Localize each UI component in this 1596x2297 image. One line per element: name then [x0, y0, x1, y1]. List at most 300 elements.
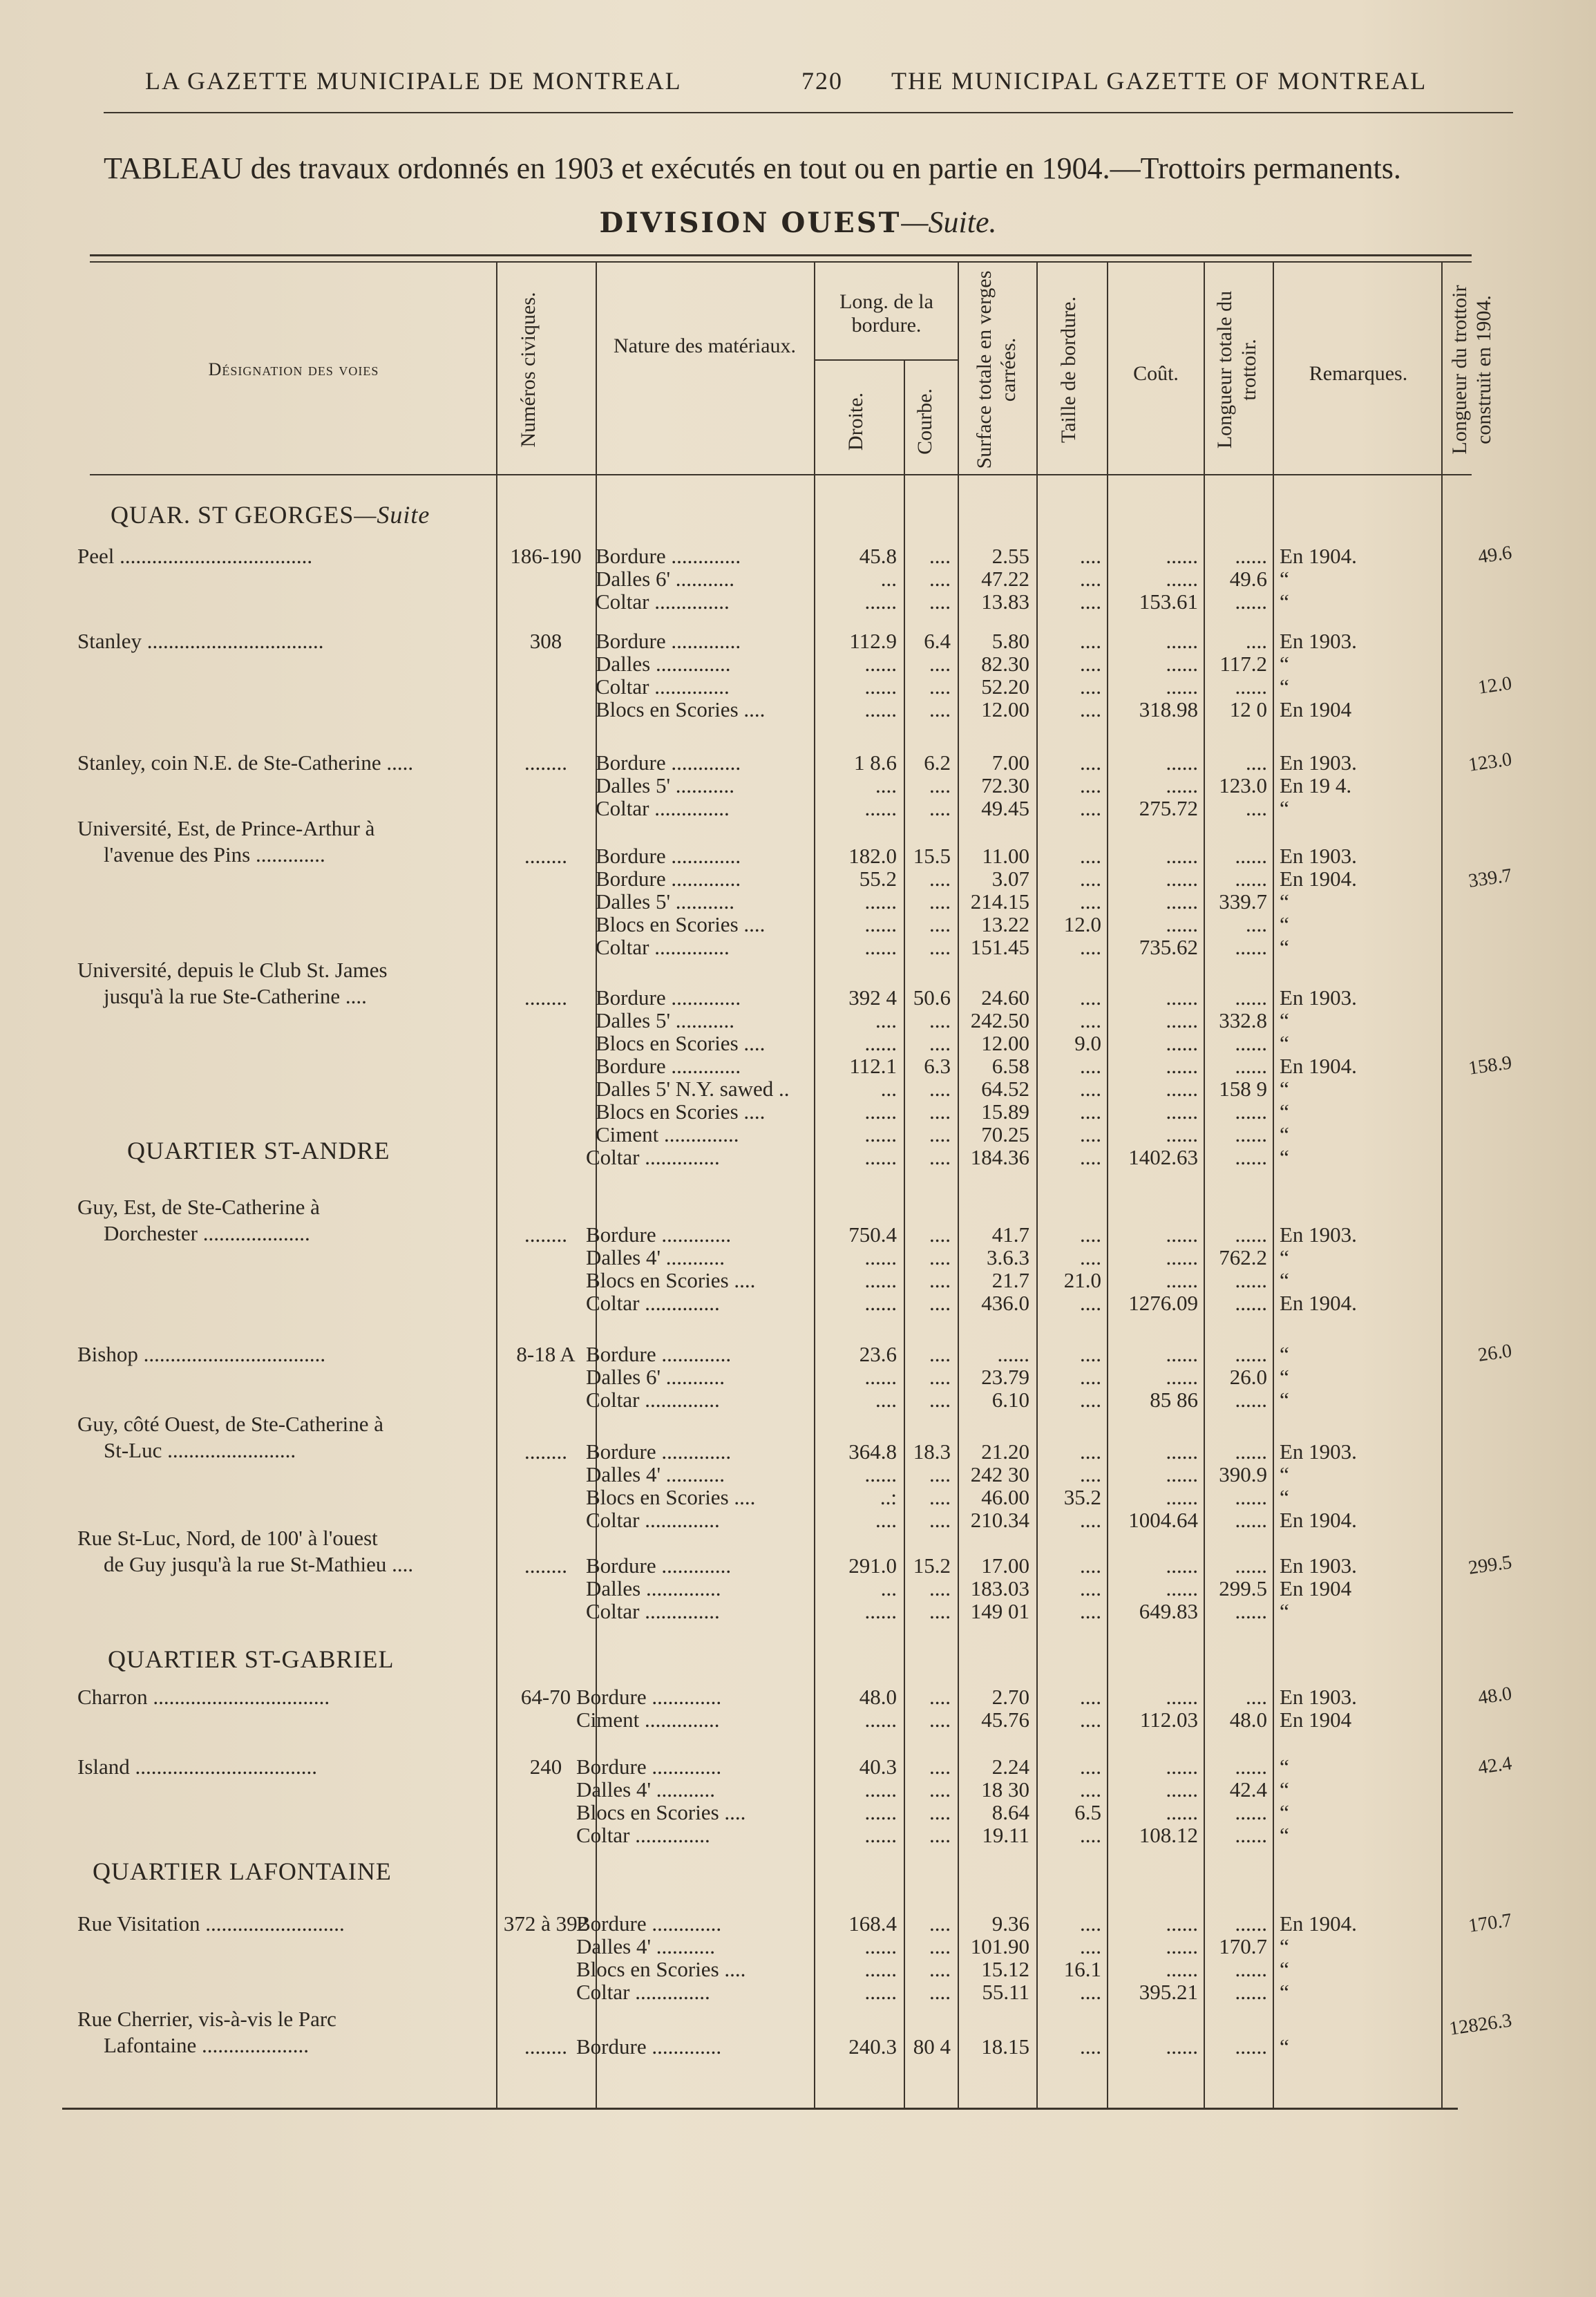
col-header-numeros: Numéros civiques.	[517, 292, 540, 448]
material: Dalles 4' ...........	[586, 1462, 725, 1486]
street-name: Rue St-Luc, Nord, de 100' à l'ouest	[77, 1526, 378, 1550]
cost: ......	[1166, 1365, 1198, 1389]
total-length: ......	[1235, 674, 1267, 699]
length-curved: ....	[929, 773, 951, 797]
remarks: “	[1280, 889, 1289, 914]
material: Ciment ..............	[576, 1708, 720, 1732]
street-name: Rue Cherrier, vis-à-vis le Parc	[77, 2007, 336, 2031]
material: Blocs en Scories ....	[596, 912, 766, 936]
cost: 735.62	[1139, 935, 1198, 959]
length-curved: 6.2	[924, 750, 951, 775]
remarks: “	[1280, 912, 1289, 936]
material: Dalles 4' ...........	[576, 1777, 716, 1802]
remarks: En 1903.	[1280, 629, 1357, 653]
length-built-1904: 158.9	[1467, 1052, 1514, 1079]
civic-number: ........	[524, 2034, 567, 2059]
surface-area: 101.90	[970, 1934, 1029, 1958]
total-length: ....	[1246, 912, 1267, 936]
total-length: ......	[1235, 1054, 1267, 1078]
surface-area: 5.80	[991, 629, 1029, 653]
total-length: ......	[1235, 1485, 1267, 1509]
surface-area: 8.64	[991, 1800, 1029, 1824]
cost: ......	[1166, 1122, 1198, 1146]
length-straight: ...	[880, 1576, 897, 1600]
surface-area: 64.52	[981, 1077, 1029, 1101]
remarks: En 1904.	[1280, 1291, 1357, 1315]
section-label: QUARTIER LAFONTAINE	[93, 1858, 392, 1885]
surface-area: 3.6.3	[987, 1245, 1029, 1269]
surface-area: 3.07	[991, 867, 1029, 891]
curb-cutting: ....	[1080, 867, 1101, 891]
length-curved: ....	[929, 1008, 951, 1032]
section-suffix: —Suite	[354, 501, 430, 529]
length-curved: ....	[929, 1122, 951, 1146]
length-curved: ....	[929, 1685, 951, 1709]
length-curved: ....	[929, 1708, 951, 1732]
length-straight: ....	[875, 1388, 897, 1412]
cost: 318.98	[1139, 697, 1198, 721]
length-straight: 112.9	[849, 629, 897, 653]
cost: ......	[1166, 1077, 1198, 1101]
surface-area: 184.36	[970, 1145, 1029, 1169]
civic-number: 186-190	[510, 544, 582, 568]
remarks: “	[1280, 1800, 1289, 1824]
length-straight: ......	[864, 1777, 897, 1802]
length-curved: ....	[929, 1485, 951, 1509]
surface-area: 12.00	[981, 1031, 1029, 1055]
remarks: En 1904.	[1280, 1911, 1357, 1936]
surface-area: 21.7	[991, 1268, 1029, 1292]
length-straight: ...	[880, 567, 897, 591]
length-curved: ....	[929, 1957, 951, 1981]
length-built-1904: 170.7	[1467, 1909, 1514, 1937]
civic-number: 372 à 392	[503, 1911, 589, 1936]
length-straight: ......	[864, 1291, 897, 1315]
total-length: ......	[1235, 589, 1267, 614]
col-header-surface: Surface totale en verges carrées.	[973, 270, 1020, 469]
material: Blocs en Scories ....	[596, 1031, 766, 1055]
total-length: ......	[1235, 1800, 1267, 1824]
curb-cutting: ....	[1080, 1122, 1101, 1146]
material: Bordure .............	[596, 1054, 741, 1078]
total-length: ......	[1235, 1388, 1267, 1412]
length-straight: 23.6	[859, 1342, 897, 1366]
length-built-1904: 48.0	[1476, 1683, 1514, 1709]
length-curved: ....	[929, 1800, 951, 1824]
cost: ......	[1166, 1553, 1198, 1578]
length-straight: 392 4	[848, 985, 897, 1010]
remarks: En 1903.	[1280, 985, 1357, 1010]
length-straight: ......	[864, 1268, 897, 1292]
street-name: Stanley .................................	[77, 629, 324, 653]
material: Bordure .............	[596, 867, 741, 891]
surface-area: 2.70	[991, 1685, 1029, 1709]
cost: ......	[1166, 1800, 1198, 1824]
curb-cutting: ....	[1080, 1708, 1101, 1732]
length-built-1904: 12.0	[1476, 672, 1514, 699]
cost: ......	[1166, 867, 1198, 891]
surface-area: 9.36	[991, 1911, 1029, 1936]
total-length: ......	[1235, 1145, 1267, 1169]
curb-cutting: ....	[1080, 674, 1101, 699]
surface-area: 70.25	[981, 1122, 1029, 1146]
cost: ......	[1166, 1462, 1198, 1486]
remarks: “	[1280, 1980, 1289, 2004]
cost: 1004.64	[1128, 1508, 1198, 1532]
length-straight: ......	[864, 1031, 897, 1055]
street-name-cont: Dorchester ....................	[104, 1221, 310, 1245]
cost: ......	[1166, 652, 1198, 676]
remarks: “	[1280, 935, 1289, 959]
length-curved: ....	[929, 1576, 951, 1600]
cost: ......	[1166, 1685, 1198, 1709]
surface-area: 17.00	[981, 1553, 1029, 1578]
length-curved: ....	[929, 912, 951, 936]
length-straight: ......	[864, 1365, 897, 1389]
material: Dalles ..............	[586, 1576, 721, 1600]
remarks: En 1903.	[1280, 1553, 1357, 1578]
material: Ciment ..............	[596, 1122, 739, 1146]
length-curved: ....	[929, 889, 951, 914]
cost: ......	[1166, 567, 1198, 591]
remarks: “	[1280, 1755, 1289, 1779]
surface-area: 47.22	[981, 567, 1029, 591]
division-label: DIVISION OUEST	[599, 207, 902, 239]
curb-cutting: ....	[1080, 1365, 1101, 1389]
material: Coltar ..............	[586, 1508, 720, 1532]
cost: 395.21	[1139, 1980, 1198, 2004]
remarks: En 1904.	[1280, 1508, 1357, 1532]
material: Coltar ..............	[586, 1145, 720, 1169]
surface-area: 21.20	[981, 1439, 1029, 1464]
col-header-construit: Longueur du trottoir construit en 1904.	[1448, 285, 1495, 455]
cost: ......	[1166, 985, 1198, 1010]
total-length: ......	[1235, 1755, 1267, 1779]
total-length: 117.2	[1219, 652, 1267, 676]
section-label: QUARTIER ST-GABRIEL	[108, 1645, 395, 1673]
remarks: “	[1280, 1957, 1289, 1981]
length-straight: 45.8	[859, 544, 897, 568]
cost: ......	[1166, 1755, 1198, 1779]
remarks: “	[1280, 1245, 1289, 1269]
length-straight: ....	[875, 1508, 897, 1532]
length-straight: ......	[864, 1823, 897, 1847]
material: Dalles 5' N.Y. sawed ..	[596, 1077, 790, 1101]
curb-cutting: ....	[1080, 1462, 1101, 1486]
remarks: “	[1280, 1462, 1289, 1486]
length-straight: ......	[864, 1245, 897, 1269]
civic-number: 8-18 A	[516, 1342, 576, 1366]
material: Coltar ..............	[576, 1980, 710, 2004]
remarks: “	[1280, 1008, 1289, 1032]
curb-cutting: ....	[1080, 1934, 1101, 1958]
street-name-cont: St-Luc ........................	[104, 1438, 296, 1462]
length-curved: ....	[929, 1755, 951, 1779]
surface-area: 72.30	[981, 773, 1029, 797]
length-straight: ......	[864, 1122, 897, 1146]
curb-cutting: ....	[1080, 1553, 1101, 1578]
material: Dalles 5' ...........	[596, 1008, 735, 1032]
civic-number: ........	[524, 1439, 567, 1464]
total-length: ......	[1235, 2034, 1267, 2059]
surface-area: 183.03	[970, 1576, 1029, 1600]
curb-cutting: ....	[1080, 567, 1101, 591]
total-length: ......	[1235, 1439, 1267, 1464]
cost: ......	[1166, 1485, 1198, 1509]
remarks: “	[1280, 1823, 1289, 1847]
cost: ......	[1166, 1957, 1198, 1981]
cost: ......	[1166, 1099, 1198, 1124]
cost: ......	[1166, 1934, 1198, 1958]
material: Bordure .............	[576, 2034, 722, 2059]
remarks: “	[1280, 1077, 1289, 1101]
length-curved: ....	[929, 1365, 951, 1389]
remarks: “	[1280, 1145, 1289, 1169]
length-curved: ....	[929, 1462, 951, 1486]
header-left: LA GAZETTE MUNICIPALE DE MONTREAL	[145, 67, 682, 95]
total-length: ....	[1246, 629, 1267, 653]
surface-area: 11.00	[982, 844, 1029, 868]
surface-area: 242 30	[970, 1462, 1029, 1486]
civic-number: 64-70	[520, 1685, 571, 1709]
total-length: 762.2	[1219, 1245, 1267, 1269]
material: Coltar ..............	[586, 1388, 720, 1412]
col-header-designation: Désignation des voies	[208, 359, 379, 379]
length-curved: ....	[929, 1508, 951, 1532]
length-curved: ....	[929, 1342, 951, 1366]
remarks: “	[1280, 1365, 1289, 1389]
total-length: 170.7	[1219, 1934, 1267, 1958]
street-name: Guy, Est, de Ste-Catherine à	[77, 1195, 320, 1219]
remarks: “	[1280, 1777, 1289, 1802]
cost: ......	[1166, 1222, 1198, 1247]
cost: ......	[1166, 1911, 1198, 1936]
total-length: ......	[1235, 1122, 1267, 1146]
length-curved: ....	[929, 567, 951, 591]
material: Bordure .............	[576, 1755, 722, 1779]
curb-cutting: 6.5	[1074, 1800, 1101, 1824]
total-length: ......	[1235, 1553, 1267, 1578]
total-length: ......	[1235, 985, 1267, 1010]
total-length: 12 0	[1229, 697, 1267, 721]
street-name: Université, depuis le Club St. James	[77, 958, 388, 982]
length-curved: ....	[929, 674, 951, 699]
material: Bordure .............	[596, 544, 741, 568]
cost: ......	[1166, 629, 1198, 653]
curb-cutting: ....	[1080, 1599, 1101, 1623]
cost: ......	[1166, 1342, 1198, 1366]
civic-number: ........	[524, 985, 567, 1010]
remarks: En 1904.	[1280, 867, 1357, 891]
surface-area: 18.15	[981, 2034, 1029, 2059]
curb-cutting: ....	[1080, 796, 1101, 820]
curb-cutting: ....	[1080, 1245, 1101, 1269]
length-straight: 40.3	[859, 1755, 897, 1779]
material: Bordure .............	[586, 1439, 732, 1464]
col-header-longueur: Long. de la bordure.	[839, 290, 933, 337]
remarks: “	[1280, 1268, 1289, 1292]
curb-cutting: ....	[1080, 697, 1101, 721]
length-straight: 55.2	[859, 867, 897, 891]
remarks: En 1904	[1280, 1708, 1352, 1732]
curb-cutting: ....	[1080, 1099, 1101, 1124]
total-length: ......	[1235, 844, 1267, 868]
remarks: “	[1280, 1388, 1289, 1412]
remarks: “	[1280, 1342, 1289, 1366]
cost: ......	[1166, 1054, 1198, 1078]
length-curved: ....	[929, 1599, 951, 1623]
surface-area: 436.0	[981, 1291, 1029, 1315]
length-curved: 6.3	[924, 1054, 951, 1078]
length-curved: 50.6	[913, 985, 951, 1010]
surface-area: 7.00	[991, 750, 1029, 775]
curb-cutting: ....	[1080, 1077, 1101, 1101]
curb-cutting: ....	[1080, 652, 1101, 676]
length-built-1904: 49.6	[1476, 542, 1514, 568]
cost: ......	[1166, 1031, 1198, 1055]
length-curved: ....	[929, 1077, 951, 1101]
length-straight: ....	[875, 773, 897, 797]
material: Blocs en Scories ....	[596, 697, 766, 721]
cost: 153.61	[1139, 589, 1198, 614]
remarks: En 1903.	[1280, 1439, 1357, 1464]
material: Bordure .............	[596, 844, 741, 868]
total-length: ......	[1235, 935, 1267, 959]
cost: 112.03	[1139, 1708, 1198, 1732]
curb-cutting: ....	[1080, 1911, 1101, 1936]
curb-cutting: ....	[1080, 1342, 1101, 1366]
material: Dalles 4' ...........	[586, 1245, 725, 1269]
material: Bordure .............	[596, 985, 741, 1010]
material: Coltar ..............	[586, 1599, 720, 1623]
col-header-nature: Nature des matériaux.	[613, 334, 797, 357]
total-length: ....	[1246, 750, 1267, 775]
curb-cutting: ....	[1080, 985, 1101, 1010]
cost: ......	[1166, 912, 1198, 936]
length-straight: ......	[864, 697, 897, 721]
surface-area: 46.00	[981, 1485, 1029, 1509]
remarks: En 1903.	[1280, 750, 1357, 775]
cost: ......	[1166, 1439, 1198, 1464]
length-built-1904: 299.5	[1467, 1551, 1514, 1579]
length-curved: ....	[929, 796, 951, 820]
cost: 275.72	[1139, 796, 1198, 820]
street-name: Université, Est, de Prince-Arthur à	[77, 816, 375, 840]
civic-number: ........	[524, 844, 567, 868]
curb-cutting: ....	[1080, 1755, 1101, 1779]
length-curved: ....	[929, 1145, 951, 1169]
length-curved: ....	[929, 544, 951, 568]
length-straight: ......	[864, 1599, 897, 1623]
length-straight: ......	[864, 889, 897, 914]
curb-cutting: ....	[1080, 1291, 1101, 1315]
curb-cutting: ....	[1080, 750, 1101, 775]
material: Bordure .............	[596, 750, 741, 775]
length-curved: ....	[929, 1245, 951, 1269]
remarks: En 1904	[1280, 697, 1352, 721]
table-title: TABLEAU des travaux ordonnés en 1903 et exécutés en tout ou en partie en 1904.—Trottoirs permanents.	[104, 151, 1401, 185]
remarks: En 1903.	[1280, 1222, 1357, 1247]
length-curved: ....	[929, 1777, 951, 1802]
remarks: “	[1280, 2034, 1289, 2059]
material: Coltar ..............	[576, 1823, 710, 1847]
surface-area: 210.34	[970, 1508, 1029, 1532]
material: Dalles 5' ...........	[596, 773, 735, 797]
col-header-remarques: Remarques.	[1309, 362, 1408, 385]
cost: 649.83	[1139, 1599, 1198, 1623]
remarks: En 1903.	[1280, 1685, 1357, 1709]
total-length: 26.0	[1229, 1365, 1267, 1389]
material: Blocs en Scories ....	[576, 1957, 746, 1981]
length-straight: 750.4	[848, 1222, 897, 1247]
surface-area: 23.79	[981, 1365, 1029, 1389]
cost: ......	[1166, 1268, 1198, 1292]
length-built-1904: 12826.3	[1447, 2010, 1514, 2040]
surface-area: 6.10	[991, 1388, 1029, 1412]
length-straight: ......	[864, 674, 897, 699]
total-length: ......	[1235, 1823, 1267, 1847]
cost: ......	[1166, 750, 1198, 775]
surface-area: 13.83	[981, 589, 1029, 614]
material: Bordure .............	[576, 1911, 722, 1936]
material: Coltar ..............	[596, 674, 730, 699]
total-length: ......	[1235, 1508, 1267, 1532]
surface-area: 15.12	[981, 1957, 1029, 1981]
length-straight: 364.8	[848, 1439, 897, 1464]
material: Coltar ..............	[586, 1291, 720, 1315]
length-curved: ....	[929, 867, 951, 891]
length-straight: 291.0	[848, 1553, 897, 1578]
material: Coltar ..............	[596, 935, 730, 959]
cost: 108.12	[1139, 1823, 1198, 1847]
total-length: ......	[1235, 1099, 1267, 1124]
col-header-cout: Coût.	[1133, 362, 1179, 385]
length-straight: ......	[864, 652, 897, 676]
material: Bordure .............	[586, 1222, 732, 1247]
curb-cutting: 12.0	[1063, 912, 1101, 936]
surface-area: 214.15	[970, 889, 1029, 914]
length-curved: 15.5	[913, 844, 951, 868]
surface-area: 55.11	[982, 1980, 1029, 2004]
civic-number: 308	[529, 629, 562, 653]
surface-area: 24.60	[981, 985, 1029, 1010]
length-straight: 112.1	[849, 1054, 897, 1078]
material: Bordure .............	[576, 1685, 722, 1709]
surface-area: 18 30	[981, 1777, 1029, 1802]
section-label: QUARTIER ST-ANDRE	[127, 1137, 390, 1164]
remarks: “	[1280, 652, 1289, 676]
length-built-1904: 42.4	[1476, 1752, 1514, 1779]
street-name-cont: l'avenue des Pins .............	[104, 842, 325, 867]
remarks: “	[1280, 589, 1289, 614]
curb-cutting: 35.2	[1063, 1485, 1101, 1509]
total-length: ......	[1235, 1291, 1267, 1315]
material: Blocs en Scories ....	[586, 1268, 756, 1292]
remarks: “	[1280, 796, 1289, 820]
remarks: “	[1280, 674, 1289, 699]
surface-area: 41.7	[991, 1222, 1029, 1247]
surface-area: 12.00	[981, 697, 1029, 721]
material: Dalles 5' ...........	[596, 889, 735, 914]
section-heading	[127, 1136, 390, 1165]
curb-cutting: ....	[1080, 1823, 1101, 1847]
curb-cutting: ....	[1080, 629, 1101, 653]
surface-area: 2.55	[991, 544, 1029, 568]
surface-area: 2.24	[991, 1755, 1029, 1779]
col-header-longueur-totale: Longueur totale du trottoir.	[1213, 290, 1260, 449]
cost: ......	[1166, 1576, 1198, 1600]
total-length: ....	[1246, 1685, 1267, 1709]
